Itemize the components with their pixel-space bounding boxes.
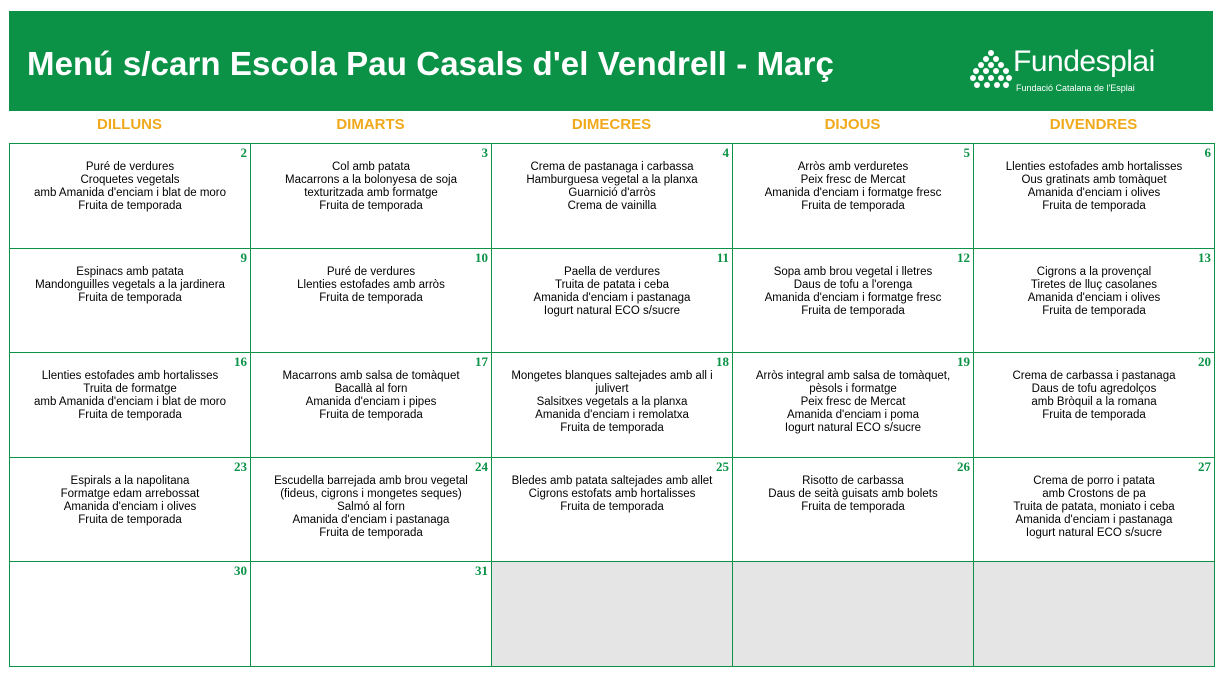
logo-subtitle: Fundació Catalana de l'Esplai <box>1016 83 1135 93</box>
day-cell <box>250 248 492 353</box>
meal-item: Macarrons amb salsa de tomàquet <box>282 370 460 382</box>
meal-item: (fideus, cigrons i mongetes seques) <box>280 488 462 500</box>
weekday-dimarts: DIMARTS <box>336 116 405 133</box>
meal-list <box>255 370 487 422</box>
meal-item: Crema de pastanaga i carbassa <box>530 161 694 173</box>
day-cell <box>250 143 492 249</box>
meal-item: Fruita de temporada <box>801 305 905 317</box>
meal-item: Fruita de temporada <box>1042 200 1146 212</box>
meal-list <box>978 266 1210 318</box>
weekday-dilluns: DILLUNS <box>97 116 162 133</box>
meal-item: Arròs amb verduretes <box>797 161 909 173</box>
day-number: 20 <box>1198 354 1211 369</box>
meal-item: Salmó al forn <box>337 501 405 513</box>
meal-item: Iogurt natural ECO s/sucre <box>543 305 681 317</box>
page-title: Menú s/carn Escola Pau Casals d'el Vendrell - Març <box>27 45 835 82</box>
meal-item: Amanida d'enciam i formatge fresc <box>764 292 942 304</box>
meal-item: Daus de seità guisats amb bolets <box>768 488 938 500</box>
day-cell <box>9 561 251 667</box>
day-cell <box>491 143 733 249</box>
meal-item: pèsols i formatge <box>809 383 897 395</box>
meal-item: amb Crostons de pa <box>1042 488 1146 500</box>
meal-item: texturitzada amb formatge <box>304 187 438 199</box>
meal-list <box>496 370 728 435</box>
meal-item: Peix fresc de Mercat <box>800 174 906 186</box>
day-cell <box>973 457 1215 562</box>
meal-item: Guarnició d'arròs <box>568 187 656 199</box>
meal-item: amb Amanida d'enciam i blat de moro <box>33 396 227 408</box>
day-cell <box>9 248 251 353</box>
meal-list <box>978 370 1210 422</box>
day-number: 4 <box>722 145 729 160</box>
meal-item: Amanida d'enciam i poma <box>787 409 919 421</box>
weekday-dijous: DIJOUS <box>824 116 881 133</box>
meal-list <box>978 161 1210 213</box>
day-number: 6 <box>1204 145 1211 160</box>
meal-list <box>14 475 246 527</box>
meal-item: Fruita de temporada <box>319 527 423 539</box>
meal-item: Crema de vainilla <box>567 200 657 212</box>
day-number: 24 <box>475 459 488 474</box>
day-cell <box>491 248 733 353</box>
meal-item: Amanida d'enciam i pastanaga <box>1015 514 1173 526</box>
page-header <box>9 11 1213 111</box>
empty-day-cell <box>732 561 974 667</box>
meal-item: Llenties estofades amb arròs <box>297 279 445 291</box>
weekday-dimecres: DIMECRES <box>571 116 652 133</box>
weekday-header-row <box>9 116 1213 138</box>
meal-item: Mandonguilles vegetals a la jardinera <box>35 279 225 291</box>
meal-item: Fruita de temporada <box>319 292 423 304</box>
meal-item: Daus de tofu agredolços <box>1031 383 1157 395</box>
meal-item: Hamburguesa vegetal a la planxa <box>526 174 698 186</box>
day-number: 11 <box>716 250 729 265</box>
meal-item: Salsitxes vegetals a la planxa <box>536 396 688 408</box>
meal-item: Crema de porro i patata <box>1033 475 1155 487</box>
meal-item: Fruita de temporada <box>560 501 664 513</box>
day-number: 9 <box>240 250 247 265</box>
day-cell <box>973 248 1215 353</box>
meal-item: Amanida d'enciam i olives <box>63 501 197 513</box>
meal-item: Bledes amb patata saltejades amb allet <box>511 475 713 487</box>
day-cell <box>973 143 1215 249</box>
day-number: 12 <box>957 250 970 265</box>
weekday-divendres: DIVENDRES <box>1049 116 1138 133</box>
day-number: 30 <box>234 563 247 578</box>
meal-item: Fruita de temporada <box>1042 409 1146 421</box>
meal-item: Fruita de temporada <box>78 514 182 526</box>
meal-item: Llenties estofades amb hortalisses <box>1005 161 1183 173</box>
meal-item: Macarrons a la bolonyesa de soja <box>285 174 457 186</box>
meal-item: Col amb patata <box>332 161 410 173</box>
meal-item: Fruita de temporada <box>78 292 182 304</box>
day-number: 2 <box>240 145 247 160</box>
day-cell <box>732 457 974 562</box>
day-number: 18 <box>716 354 729 369</box>
meal-list <box>737 266 969 318</box>
meal-item: Fruita de temporada <box>319 200 423 212</box>
meal-list <box>14 370 246 422</box>
day-number: 17 <box>475 354 488 369</box>
day-number: 16 <box>234 354 247 369</box>
meal-item: Fruita de temporada <box>801 200 905 212</box>
fundesplai-logo <box>961 39 1191 103</box>
menu-calendar-grid <box>9 143 1214 666</box>
logo-name: Fundesplai <box>1013 45 1155 78</box>
meal-item: Amanida d'enciam i pastanaga <box>292 514 450 526</box>
meal-item: Fruita de temporada <box>1042 305 1146 317</box>
day-number: 3 <box>481 145 488 160</box>
logo-tree-icon <box>969 49 1013 93</box>
meal-list <box>255 161 487 213</box>
meal-item: Bacallà al forn <box>334 383 408 395</box>
meal-item: Amanida d'enciam i olives <box>1027 187 1161 199</box>
day-number: 31 <box>475 563 488 578</box>
meal-item: Iogurt natural ECO s/sucre <box>784 422 922 434</box>
day-cell <box>491 457 733 562</box>
day-number: 19 <box>957 354 970 369</box>
day-cell <box>250 457 492 562</box>
meal-item: Espinacs amb patata <box>76 266 184 278</box>
meal-item: Llenties estofades amb hortalisses <box>41 370 219 382</box>
meal-list <box>978 475 1210 540</box>
day-cell <box>250 352 492 458</box>
day-cell <box>732 143 974 249</box>
meal-list <box>14 266 246 305</box>
meal-item: Croquetes vegetals <box>80 174 180 186</box>
meal-item: Cigrons a la provençal <box>1036 266 1152 278</box>
day-number: 25 <box>716 459 729 474</box>
meal-list <box>496 475 728 514</box>
meal-item: Escudella barrejada amb brou vegetal <box>274 475 468 487</box>
meal-item: Amanida d'enciam i formatge fresc <box>764 187 942 199</box>
meal-item: Puré de verdures <box>85 161 175 173</box>
day-number: 23 <box>234 459 247 474</box>
meal-list <box>496 266 728 318</box>
meal-item: Iogurt natural ECO s/sucre <box>1025 527 1163 539</box>
meal-item: julivert <box>595 383 629 395</box>
meal-item: amb Bròquil a la romana <box>1031 396 1157 408</box>
day-number: 5 <box>963 145 970 160</box>
meal-item: Arròs integral amb salsa de tomàquet, <box>755 370 951 382</box>
meal-item: Truita de formatge <box>83 383 177 395</box>
meal-item: Fruita de temporada <box>801 501 905 513</box>
meal-item: Amanida d'enciam i remolatxa <box>535 409 689 421</box>
day-cell <box>9 457 251 562</box>
meal-item: Cigrons estofats amb hortalisses <box>528 488 696 500</box>
meal-item: Fruita de temporada <box>78 409 182 421</box>
meal-list <box>255 266 487 305</box>
meal-item: Amanida d'enciam i olives <box>1027 292 1161 304</box>
meal-item: Amanida d'enciam i pastanaga <box>533 292 691 304</box>
meal-item: Sopa amb brou vegetal i lletres <box>773 266 933 278</box>
meal-item: Paella de verdures <box>564 266 660 278</box>
empty-day-cell <box>973 561 1215 667</box>
meal-list <box>496 161 728 213</box>
meal-item: Puré de verdures <box>326 266 416 278</box>
meal-item: Fruita de temporada <box>319 409 423 421</box>
meal-item: Fruita de temporada <box>78 200 182 212</box>
day-cell <box>250 561 492 667</box>
meal-list <box>737 370 969 435</box>
day-cell <box>491 352 733 458</box>
day-number: 27 <box>1198 459 1211 474</box>
day-cell <box>973 352 1215 458</box>
meal-item: Risotto de carbassa <box>802 475 904 487</box>
meal-item: Espirals a la napolitana <box>70 475 190 487</box>
meal-item: Amanida d'enciam i pipes <box>305 396 437 408</box>
meal-item: Truita de patata i ceba <box>554 279 669 291</box>
day-cell <box>9 352 251 458</box>
meal-item: Mongetes blanques saltejades amb all i <box>511 370 713 382</box>
meal-item: amb Amanida d'enciam i blat de moro <box>33 187 227 199</box>
meal-item: Daus de tofu a l'orenga <box>793 279 913 291</box>
meal-list <box>737 475 969 514</box>
day-cell <box>9 143 251 249</box>
meal-item: Crema de carbassa i pastanaga <box>1012 370 1176 382</box>
meal-item: Tiretes de lluç casolanes <box>1030 279 1158 291</box>
meal-item: Ous gratinats amb tomàquet <box>1021 174 1167 186</box>
day-number: 10 <box>475 250 488 265</box>
day-number: 26 <box>957 459 970 474</box>
day-cell <box>732 248 974 353</box>
empty-day-cell <box>491 561 733 667</box>
meal-item: Formatge edam arrebossat <box>60 488 200 500</box>
meal-list <box>255 475 487 540</box>
meal-list <box>14 161 246 213</box>
meal-list <box>737 161 969 213</box>
meal-item: Peix fresc de Mercat <box>800 396 906 408</box>
meal-item: Fruita de temporada <box>560 422 664 434</box>
day-number: 13 <box>1198 250 1211 265</box>
meal-item: Truita de patata, moniato i ceba <box>1013 501 1175 513</box>
day-cell <box>732 352 974 458</box>
